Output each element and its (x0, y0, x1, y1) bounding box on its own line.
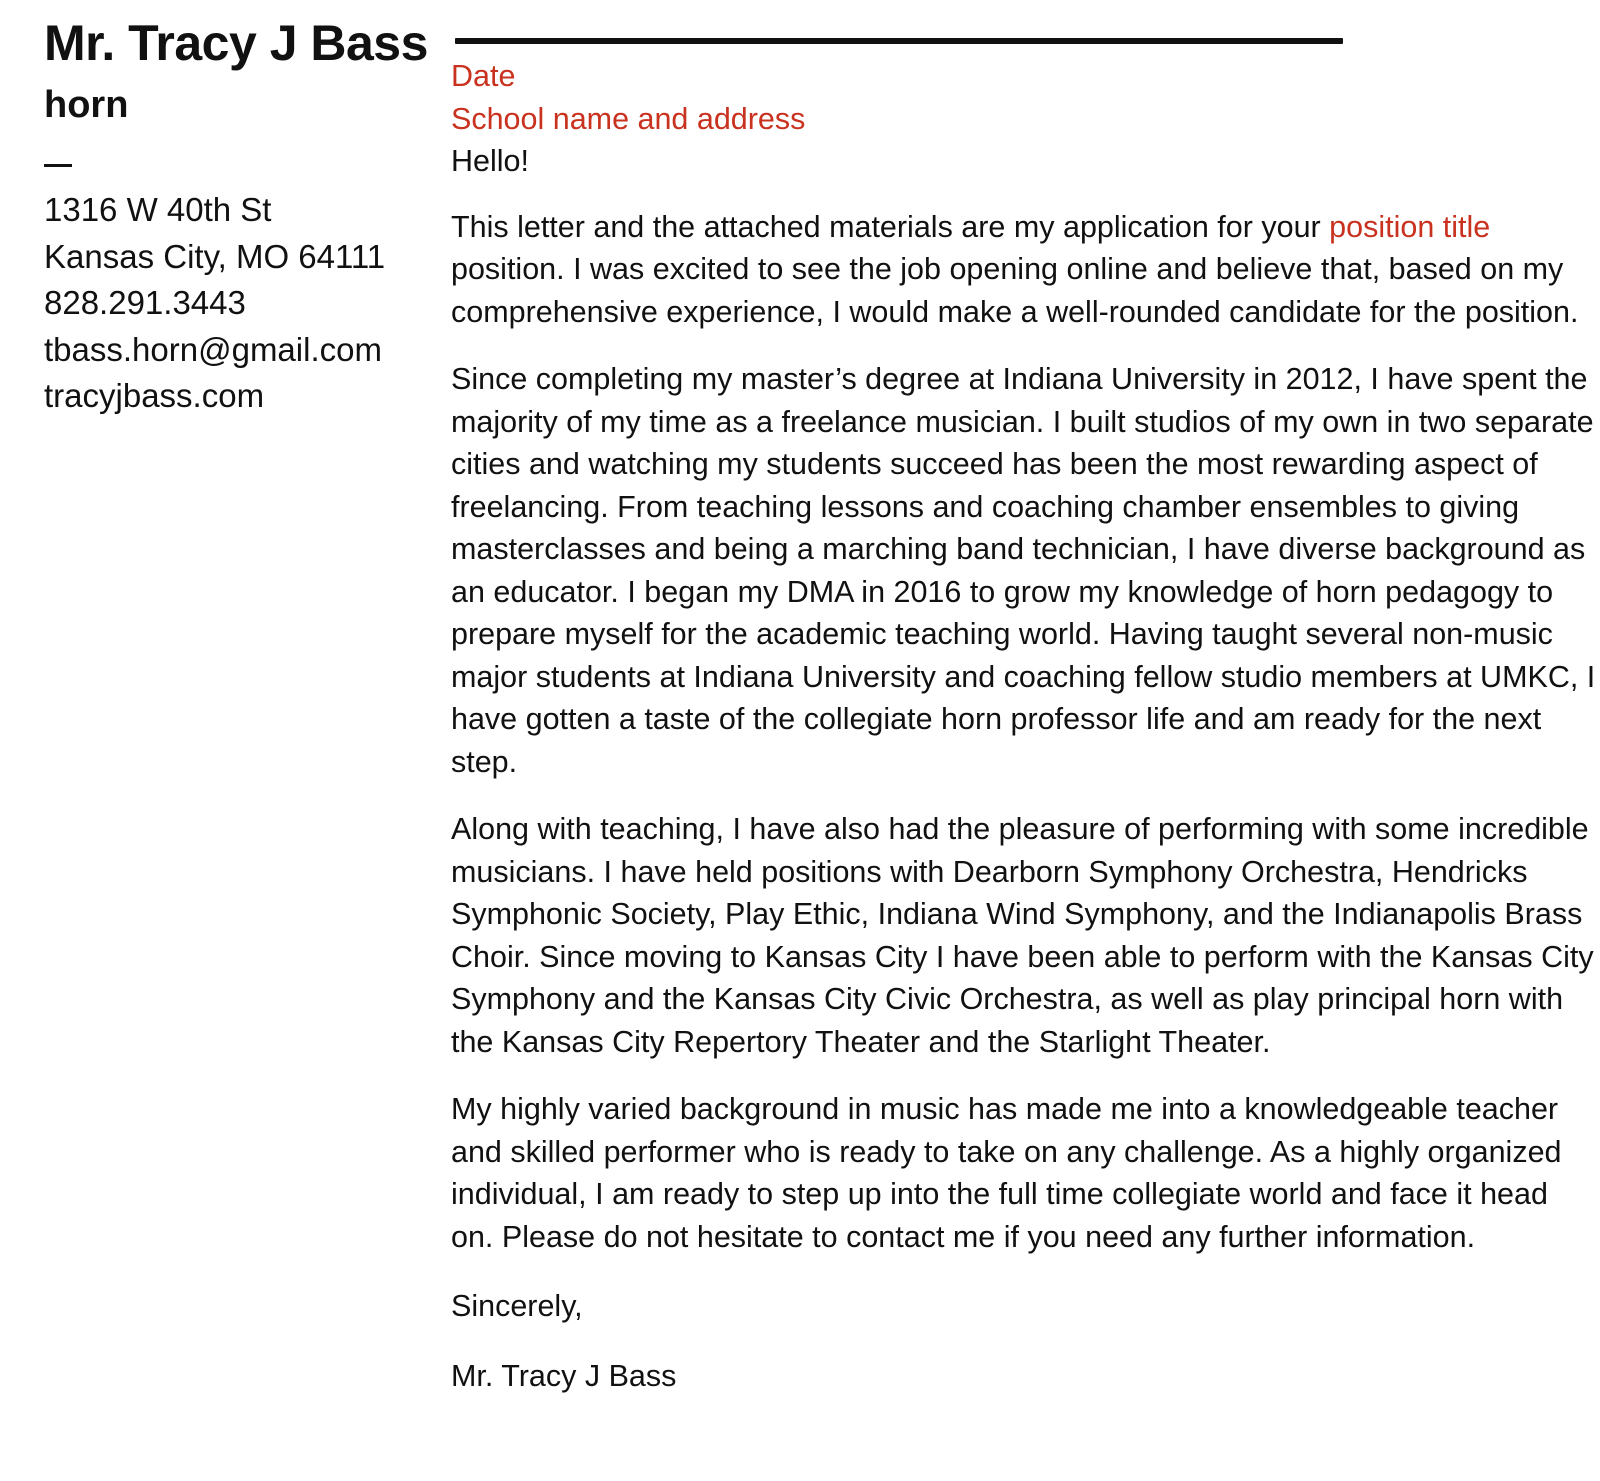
sidebar-divider (44, 164, 72, 167)
letter-body (451, 55, 1596, 1397)
date-placeholder: Date (451, 59, 516, 93)
paragraph-teaching: Since completing my master’s degree at Indiana University in 2012, I have spent the majority of my time as a freelance musician. I built studios of my own in two separate cities and watching my students succeed has been the most rewarding aspect of freelancing. From teaching lessons and coaching chamber ensembles to giving masterclasses and being a marching band technician, I have diverse background as an educator. I began my DMA in 2016 to grow my knowledge of horn pedagogy to prepare myself for the academic teaching world. Having taught several non-music major students at Indiana University and coaching fellow studio members at UMKC, I have gotten a taste of the collegiate horn professor life and am ready for the next step. (451, 362, 1596, 779)
position-title-placeholder: position title (1329, 209, 1491, 244)
intro-text-end: position. I was excited to see the job opening online and believe that, based on my comprehensive experience, I would make a well-rounded candidate for the position. (451, 252, 1579, 329)
paragraph-intro (451, 206, 1596, 334)
closing: Sincerely, (451, 1289, 583, 1323)
contact-info (44, 187, 434, 420)
sender-sidebar (44, 14, 434, 420)
sender-name: Mr. Tracy J Bass (44, 15, 428, 71)
greeting: Hello! (451, 144, 529, 178)
email-address[interactable]: tbass.horn@gmail.com (44, 330, 382, 368)
sender-instrument: horn (44, 84, 129, 126)
school-placeholder: School name and address (451, 101, 806, 136)
address-line-2: Kansas City, MO 64111 (44, 237, 386, 275)
signature: Mr. Tracy J Bass (451, 1358, 677, 1393)
phone-number: 828.291.3443 (44, 284, 246, 321)
paragraph-performing: Along with teaching, I have also had the pleasure of performing with some incredible musicians. I have held positions with Dearborn Symphony Orchestra, Hendricks Symphonic Society, Play Ethic, Indiana Wind Symphony, and the Indianapolis Brass Choir. Since moving to Kansas City I have been able to perform with the Kansas City Symphony and the Kansas City Civic Orchestra, as well as play principal horn with the Kansas City Repertory Theater and the Starlight Theater. (451, 812, 1594, 1059)
address-line-1: 1316 W 40th St (44, 191, 272, 228)
intro-text-start: This letter and the attached materials are my application for your (451, 209, 1330, 244)
header-rule (455, 38, 1343, 44)
paragraph-summary: My highly varied background in music has made me into a knowledgeable teacher and skilled performer who is ready to take on any challenge. As a highly organized individual, I am ready to step up into the full time collegiate world and face it head on. Please do not hesitate to contact me if you need any further information. (451, 1092, 1562, 1254)
website-link[interactable]: tracyjbass.com (44, 377, 265, 414)
